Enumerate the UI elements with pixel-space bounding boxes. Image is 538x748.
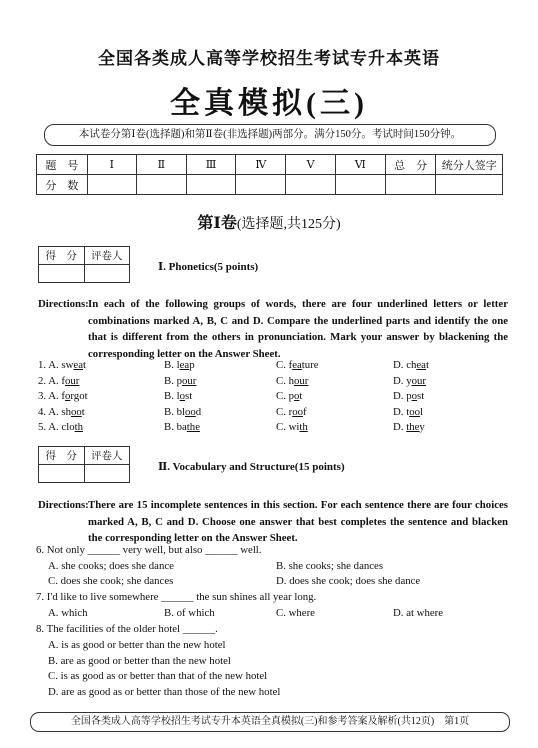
phonetics-option[interactable] — [164, 390, 192, 402]
word-part: C. wi — [276, 421, 300, 433]
grader-box-grader-label: 评卷人 — [84, 247, 130, 265]
word-part: D. ch — [393, 359, 417, 371]
score-table-score-cell[interactable] — [137, 175, 187, 195]
question-7-option-a[interactable]: A. which — [48, 607, 88, 619]
question-6-option-c[interactable]: C. does she cook; she dances — [48, 575, 174, 587]
part2-directions — [38, 497, 508, 547]
phonetics-option[interactable] — [276, 421, 308, 433]
word-part: t — [425, 359, 429, 371]
word-part: rgot — [70, 390, 88, 402]
word-part: C. h — [276, 374, 294, 387]
phonetics-option[interactable] — [276, 375, 308, 387]
word-part: t — [83, 359, 86, 371]
question-7: 7. I'd like to live somewhere ______ the sun shines all year long. — [36, 591, 317, 603]
part2-heading: Ⅱ. Vocabulary and Structure(15 points) — [158, 461, 345, 473]
question-7-option-b[interactable]: B. of which — [164, 607, 215, 619]
phonetics-option[interactable] — [393, 406, 423, 418]
grader-box-grader-cell[interactable] — [84, 265, 130, 283]
word-part: t — [81, 405, 85, 418]
word-part: st — [417, 390, 425, 402]
score-table-header-cell: 统分人签字 — [436, 155, 503, 175]
directions-label: Directions: — [38, 298, 89, 310]
underlined-part: oo — [409, 405, 420, 418]
section-title-main: 第Ⅰ卷 — [197, 215, 237, 232]
underlined-part: our — [411, 374, 427, 387]
underlined-part: our — [65, 374, 80, 387]
phonetics-option[interactable] — [276, 406, 307, 418]
phonetics-option[interactable] — [276, 390, 302, 402]
page-footer: 全国各类成人高等学校招生考试专升本英语全真模拟(三)和参考答案及解析(共12页) 第1页 — [30, 712, 510, 732]
question-6: 6. Not only ______ very well, but also ______ well. — [36, 544, 262, 556]
phonetics-option[interactable] — [38, 359, 86, 371]
score-table-header-row — [37, 155, 503, 175]
directions-text: There are 15 incomplete sentences in this section. For each sentence there are four choices marked A, B, C and D. Choose one answer that best completes the sentence and blacken the corresponding letter on the Answer Sheet. — [88, 499, 508, 544]
score-table-header-cell: Ⅳ — [236, 155, 286, 175]
word-part: C. f — [276, 359, 293, 371]
word-part: l — [420, 405, 423, 418]
score-table-header-cell: 总 分 — [385, 155, 436, 175]
score-table — [36, 154, 503, 195]
score-table-score-cell[interactable] — [286, 175, 336, 195]
exam-notice: 本试卷分第Ⅰ卷(选择题)和第Ⅱ卷(非选择题)两部分。满分150分。考试时间150分钟。 — [44, 124, 496, 146]
directions-label: Directions: — [38, 499, 89, 511]
phonetics-option[interactable] — [164, 406, 201, 418]
underlined-part: our — [182, 374, 197, 387]
underlined-part: ea — [73, 359, 83, 371]
question-8-option-a[interactable]: A. is as good or better than the new hotel — [48, 639, 226, 651]
phonetics-option[interactable] — [38, 406, 85, 418]
question-8-option-b[interactable]: B. are as good or better than the new hotel — [48, 655, 231, 667]
underlined-part: the — [186, 421, 200, 433]
phonetics-option[interactable] — [164, 375, 196, 387]
question-7-option-d[interactable]: D. at where — [393, 607, 444, 619]
word-part: ture — [301, 359, 319, 371]
underlined-part: the — [406, 421, 420, 433]
word-part: 3. A. f — [38, 390, 65, 402]
word-part: B. ba — [164, 421, 187, 433]
word-part: B. l — [164, 359, 180, 371]
word-part: B. l — [164, 390, 180, 402]
underlined-part: o — [65, 390, 71, 402]
grader-box-grader-label: 评卷人 — [84, 447, 130, 465]
underlined-part: o — [411, 390, 418, 402]
part1-directions — [38, 296, 508, 362]
score-table-score-cell[interactable] — [335, 175, 385, 195]
score-table-score-cell[interactable] — [236, 175, 286, 195]
directions-text: In each of the following groups of words, there are four underlined letters or letter combinations marked A, B, C and D. Compare the underlined parts and identify the one that is different from the others in pronunciation. Mark your answer by blackening the corresponding letter on the Answer Sheet. — [88, 298, 508, 360]
word-part: f — [303, 405, 307, 418]
phonetics-option[interactable] — [393, 375, 426, 387]
underlined-part: o — [179, 390, 186, 402]
word-part: C. p — [276, 390, 294, 402]
word-part: D. p — [393, 390, 412, 402]
score-table-score-cell[interactable] — [87, 175, 136, 195]
word-part: D. y — [393, 374, 412, 387]
underlined-part: o — [294, 390, 300, 402]
section-title — [0, 210, 538, 233]
grader-box-score-label: 得 分 — [39, 247, 85, 265]
question-6-option-b[interactable]: B. she cooks; she dances — [276, 560, 384, 572]
word-part: y — [419, 421, 425, 433]
part1-heading: Ⅰ. Phonetics(5 points) — [158, 261, 259, 273]
phonetics-option[interactable] — [393, 390, 424, 402]
exam-series-title: 全国各类成人高等学校招生考试专升本英语 — [98, 49, 440, 68]
question-6-option-d[interactable]: D. does she cook; does she dance — [276, 575, 421, 587]
grader-box-score-cell[interactable] — [39, 265, 85, 283]
phonetics-option[interactable] — [164, 421, 200, 433]
word-part: d — [195, 405, 202, 418]
question-6-option-a[interactable]: A. she cooks; does she dance — [48, 560, 174, 572]
word-part: 1. A. sw — [38, 359, 74, 371]
score-table-header-cell: Ⅵ — [335, 155, 385, 175]
underlined-part: ea — [292, 359, 302, 371]
score-table-score-row — [37, 175, 503, 195]
score-table-header-cell: Ⅰ — [87, 155, 136, 175]
underlined-part: ea — [416, 359, 426, 371]
word-part: 5. A. clo — [38, 421, 75, 433]
score-table-header-cell: 题 号 — [37, 155, 88, 175]
underlined-part: oo — [185, 405, 196, 418]
phonetics-option[interactable] — [164, 359, 195, 371]
phonetics-option[interactable] — [38, 390, 88, 402]
score-table-score-cell[interactable] — [436, 175, 503, 195]
phonetics-option[interactable] — [38, 375, 79, 387]
score-table-score-cell[interactable] — [385, 175, 436, 195]
grader-box-grader-cell[interactable] — [84, 465, 130, 483]
question-8: 8. The facilities of the older hotel ______. — [36, 623, 218, 635]
question-8-option-c[interactable]: C. is as good as or better than that of the new hotel — [48, 670, 268, 682]
word-part: st — [185, 390, 193, 402]
question-7-option-c[interactable]: C. where — [276, 607, 315, 619]
word-part: p — [189, 359, 195, 371]
section-title-sub: (选择题,共125分) — [236, 217, 341, 232]
underlined-part: ea — [179, 359, 190, 371]
grader-box-score-label: 得 分 — [39, 447, 85, 465]
phonetics-option[interactable] — [38, 421, 83, 433]
word-part: B. bl — [164, 405, 185, 418]
word-part: C. r — [276, 405, 293, 418]
phonetics-option[interactable] — [393, 359, 429, 371]
word-part: 2. A. f — [38, 374, 65, 387]
grader-box-score-cell[interactable] — [39, 465, 85, 483]
grader-box-part2 — [38, 446, 130, 482]
score-table-header-cell: Ⅱ — [137, 155, 187, 175]
grader-box-part1 — [38, 246, 130, 282]
underlined-part: th — [74, 421, 83, 433]
word-part: t — [299, 390, 303, 402]
word-part: D. — [393, 421, 407, 433]
underlined-part: th — [299, 421, 308, 433]
exam-title: 全真模拟(三) — [170, 87, 368, 120]
score-table-score-cell[interactable] — [186, 175, 236, 195]
score-table-header-cell: Ⅲ — [186, 155, 236, 175]
underlined-part: our — [294, 374, 309, 387]
score-table-row-label: 分 数 — [37, 175, 88, 195]
phonetics-option[interactable] — [393, 421, 425, 433]
underlined-part: oo — [71, 405, 82, 418]
word-part: D. t — [393, 405, 410, 418]
underlined-part: oo — [292, 405, 303, 418]
question-8-option-d[interactable]: D. are as good as or better than those of the new hotel — [48, 686, 281, 698]
phonetics-option[interactable] — [276, 359, 319, 371]
word-part: B. p — [164, 374, 182, 387]
word-part: 4. A. sh — [38, 405, 71, 418]
score-table-header-cell: Ⅴ — [286, 155, 336, 175]
